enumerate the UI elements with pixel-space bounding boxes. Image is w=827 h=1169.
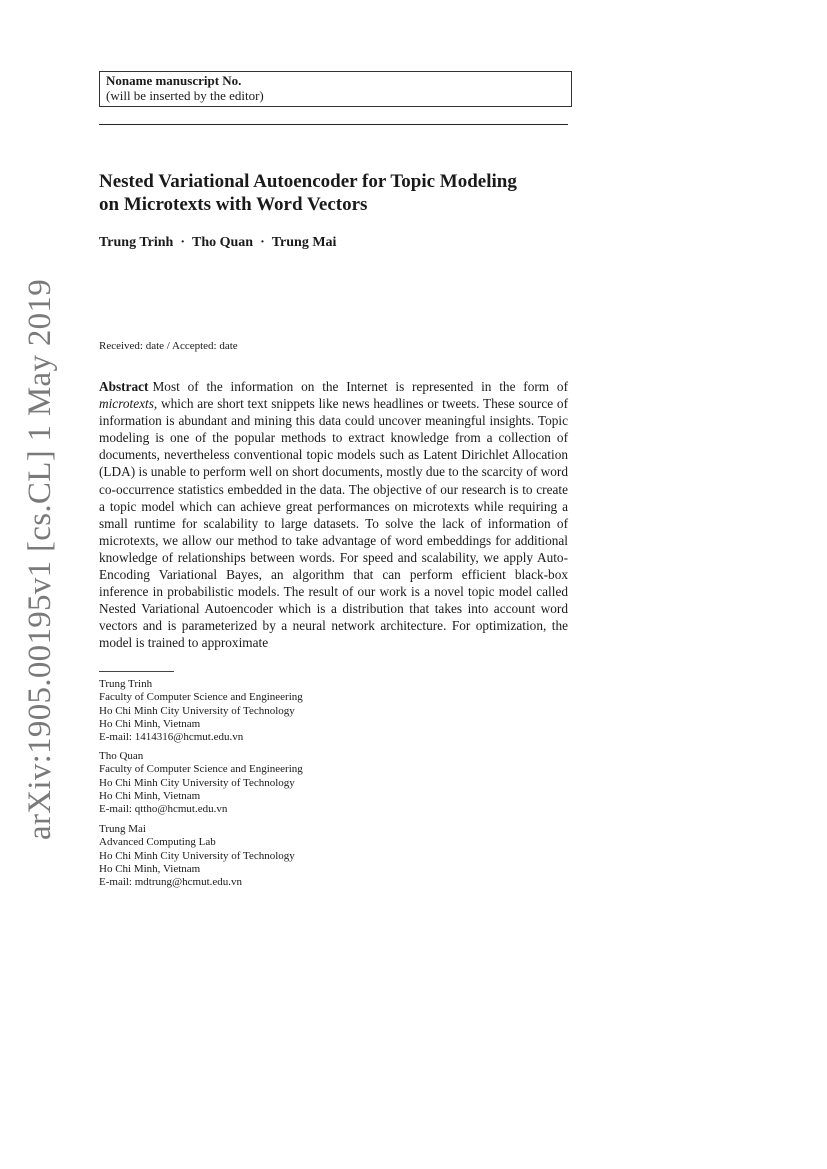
arxiv-side-stamp: arXiv:1905.00195v1 [cs.CL] 1 May 2019	[22, 278, 58, 840]
author-separator: ·	[260, 235, 265, 250]
abstract	[99, 378, 568, 652]
affiliation-email: E-mail: qttho@hcmut.edu.vn	[99, 803, 228, 816]
affiliation-city: Ho Chi Minh, Vietnam	[99, 862, 201, 875]
affiliation-univ: Ho Chi Minh City University of Technology	[99, 704, 295, 717]
affiliation-name: Tho Quan	[99, 750, 144, 762]
author-name: Tho Quan	[191, 235, 254, 250]
affiliation-email: E-mail: mdtrung@hcmut.edu.vn	[99, 876, 243, 889]
affiliation-univ: Ho Chi Minh City University of Technology	[99, 849, 295, 862]
received-accepted-line: Received: date / Accepted: date	[99, 340, 238, 352]
affiliation-name: Trung Trinh	[99, 678, 153, 690]
abstract-emphasis: microtexts	[99, 396, 154, 412]
footnote-rule	[99, 671, 174, 672]
affiliation-block	[99, 750, 399, 816]
affiliation-email: E-mail: 1414316@hcmut.edu.vn	[99, 731, 244, 744]
abstract-text: , which are short text snippets like news headlines or tweets. These source of information is abundant and mining this data could uncover meaningful insights. Topic modeling is one of the popular methods to extract knowledge from a collection of documents, nevertheless conventional topic models such as Latent Dirichlet Allocation (LDA) is unable to perform well on short documents, mostly due to the scarcity of word co-occurrence statistics embedded in the data. The objective of our research is to create a topic model which can achieve great performances on microtexts while requiring a small runtime for scalability to large datasets. To solve the lack of information of microtexts, we allow our method to take advantage of word embeddings for additional knowledge of relationships between words. For speed and scalability, we apply Auto-Encoding Variational Bayes, an algorithm that can perform efficient black-box inference in probabilistic models. The result of our work is a novel topic model called Nested Variational Autoencoder which is a distribution that takes into account word vectors and is parameterized by a neural network architecture. For optimization, the model is trained to approximate	[99, 396, 568, 651]
title-line-2: on Microtexts with Word Vectors	[99, 194, 368, 215]
abstract-heading: Abstract	[99, 379, 149, 394]
author-name: Trung Trinh	[99, 235, 174, 250]
header-rule	[99, 124, 568, 125]
author-list	[99, 235, 569, 251]
author-separator: ·	[180, 235, 185, 250]
author-name: Trung Mai	[271, 235, 337, 250]
affiliation-univ: Ho Chi Minh City University of Technology	[99, 776, 295, 789]
affiliation-dept: Faculty of Computer Science and Engineering	[99, 691, 303, 704]
editor-notice-box	[99, 71, 572, 107]
affiliation-block	[99, 678, 399, 744]
affiliation-dept: Advanced Computing Lab	[99, 836, 216, 849]
manuscript-number-label: Noname manuscript No.	[106, 73, 242, 88]
affiliation-city: Ho Chi Minh, Vietnam	[99, 789, 201, 802]
paper-title	[99, 170, 579, 216]
abstract-text: Most of the information on the Internet is represented in the form of	[152, 379, 568, 394]
affiliation-dept: Faculty of Computer Science and Engineering	[99, 763, 303, 776]
affiliation-name: Trung Mai	[99, 823, 146, 835]
affiliation-block	[99, 823, 399, 889]
title-line-1: Nested Variational Autoencoder for Topic Modeling	[99, 171, 517, 192]
editor-note: (will be inserted by the editor)	[106, 88, 264, 103]
affiliation-city: Ho Chi Minh, Vietnam	[99, 717, 201, 730]
